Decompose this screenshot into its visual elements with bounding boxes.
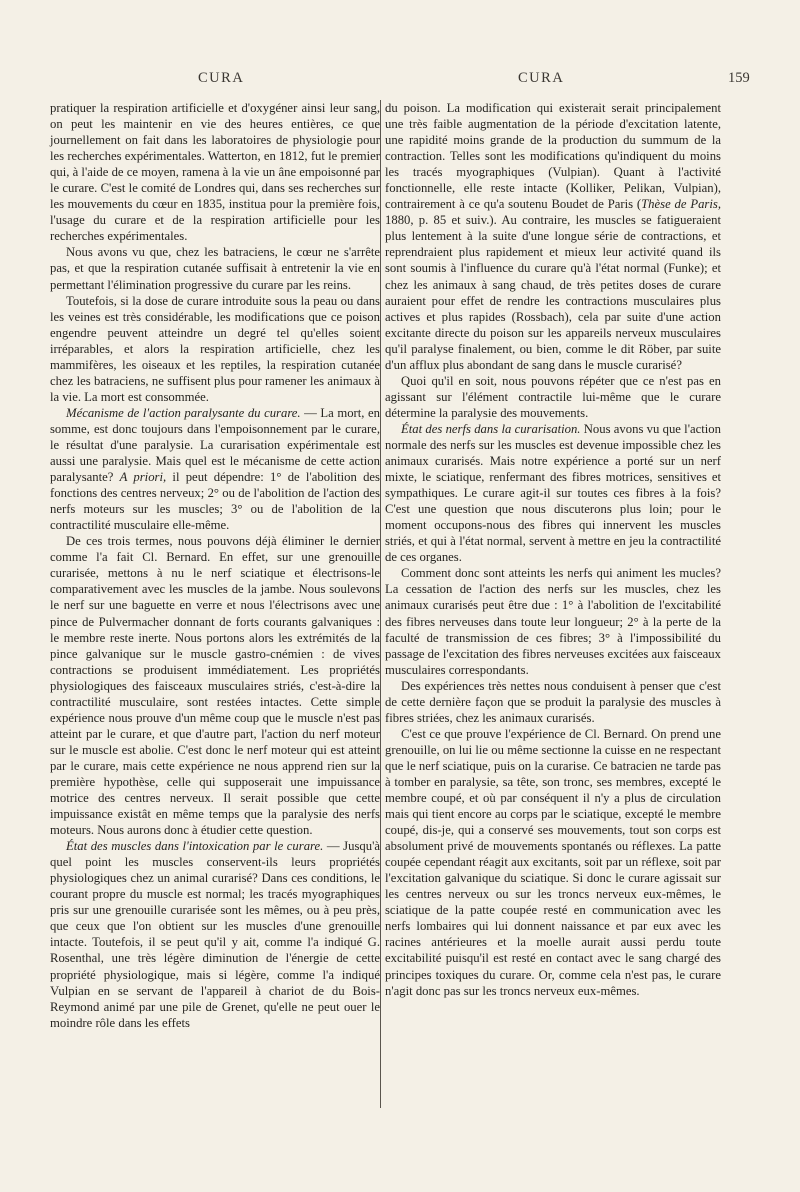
paragraph: pratiquer la respiration artificielle et d'oxygéner ainsi leur sang, on peut les maintenir en vie des heures entières, ce que journellement on fait dans les laboratoires de physiologie pour les recherches expérimentales. Watterton, en 1812, fut le premier qui, à l'aide de ce moyen, ramena à la vie un âne empoisonné par le curare. C'est le comité de Londres qui, dans ses recherches sur les mouvements du cœur en 1835, institua pour la première fois, l'usage du curare et de la respiration artificielle pour les recherches expérimentales.	[50, 101, 380, 244]
paragraph: Des expériences très nettes nous conduisent à penser que c'est de cette dernière façon que se produit la paralysie des muscles à fibres striées, chez les animaux curarisés.	[385, 678, 721, 725]
paragraph-text: il peut dépendre: 1° de l'abolition des fonctions des centres nerveux; 2° ou de l'abolition de l'action des nerfs moteurs sur les muscles; 3° ou de l'abolition de la contractilité musculaire elle-même.	[50, 470, 380, 533]
paragraph-text: — Jusqu'à quel point les muscles conservent-ils leurs propriétés physiologiques chez un animal curarisé? Dans ces conditions, le courant propre du muscle est normal; les tracés myographiques pris sur une grenouille curarisée sont les mêmes, ou à peu près, que ceux que l'on obtient sur les muscles d'une grenouille intacte. Toutefois, il se peut qu'il y ait, comme l'a indiqué G. Rosenthal, une très légère diminution de l'énergie de cette propriété physiologique, mais si légère, comme l'a indiqué Vulpian en se servant de l'appareil à chariot de du Bois-Reymond animé par une pile de Grenet, qu'elle ne peut ouer le moindre rôle dans les effets	[50, 839, 380, 1030]
section-paragraph-muscles	[50, 838, 380, 1031]
italic-phrase: A priori,	[119, 470, 167, 485]
paragraph: C'est ce que prouve l'expérience de Cl. Bernard. On prend une grenouille, on lui lie ou même sectionne la cuisse en ne respectant que le nerf sciatique, puis on la curarise. Ce batracien ne tarde pas à tomber en paralysie, sa tête, son tronc, ses membres, excepté le membre coupé, et où par conséquent il n'y a plus de circulation mais qui tient encore au corps par le sciatique, excepté le membre coupé, dis-je, qui a conservé ses mouvements, tout son corps est absolument privé de mouvements spontanés ou réflexes. La patte coupée cependant réagit aux excitants, soit par un réflexe, soit par l'excitation galvanique du sciatique. Si donc le curare agissait sur les centres nerveux ou sur les troncs nerveux eux-mêmes, le sciatique de la patte coupée resté en communication avec les nerfs lombaires qui lui donnent naissance et par eux avec les racines antérieures et la moelle aurait aussi perdu toute excitabilité puisqu'il est resté en contact avec le sang chargé des principes toxiques du curare. Or, comme cela n'est pas, le curare n'agit donc pas sur les troncs nerveux eux-mêmes.	[385, 726, 721, 998]
paragraph: Toutefois, si la dose de curare introduite sous la peau ou dans les veines est très considérable, les modifications que ce poison engendre peuvent atteindre un degré tel qu'elles soient irréparables, et alors la respiration artificielle, chez les mammifères, les oiseaux et les reptiles, la respiration cutanée chez les batraciens, ne suffisent plus pour ramener les animaux à la vie. La mort est consommée.	[50, 293, 380, 404]
column-divider	[380, 100, 381, 1108]
text-column-right	[385, 100, 721, 999]
paragraph: Quoi qu'il en soit, nous pouvons répéter que ce n'est pas en agissant sur l'élément contractile lui-même que le curare détermine la paralysie des mouvements.	[385, 373, 721, 420]
page-number: 159	[728, 70, 750, 86]
text-column-left	[50, 100, 380, 1031]
running-head-right: CURA	[518, 70, 565, 86]
paragraph-text: du poison. La modification qui existerait serait principalement une très faible augmentation de la période d'excitation latente, une rapidité moins grande de la production du summum de la contraction. Telles sont les modifications qu'indiquent du moins les tracés myographiques (Vulpian). Quant à l'activité fonctionnelle, elle reste intacte (Kolliker, Pelikan, Vulpian), contrairement à ce qu'a soutenu Boudet de Paris (	[385, 101, 721, 212]
paragraph-text: 1880, p. 85 et suiv.). Au contraire, les muscles se fatigueraient plus lentement à la suite d'une longue série de contractions, et reprendraient plus rapidement et mieux leur activité quand ils sont soumis à l'influence du curare qu'à l'état normal (Funke); et chez les animaux à sang chaud, de très petites doses de curare auraient pour effet de rendre les contractions musculaires plus actives et plus rapides (Rossbach), cela par suite d'une action excitante directe du poison sur les appareils nerveux musculaires qu'il paralyse finalement, ou bien, comme le dit Röber, par suite d'un afflux plus abondant de sang dans le muscle curarisé?	[385, 213, 721, 372]
italic-citation: Thèse de Paris,	[641, 197, 721, 212]
paragraph-text: Nous avons vu que l'action normale des nerfs sur les muscles est devenue impossible chez les animaux curarisés. Mais notre expérience a porté sur un nerf mixte, le sciatique, renfermant des fibres motrices, sensitives et sympathiques. Le curare agit-il sur toutes ces fibres à la fois? C'est une question que nous discuterons plus loin; pour le moment occupons-nous des fibres qui innervent les muscles striés, et qui à l'état normal, servent à mettre en jeu la contractilité de ces organes.	[385, 421, 721, 565]
running-head-left: CURA	[198, 70, 245, 86]
paragraph: De ces trois termes, nous pouvons déjà éliminer le dernier comme l'a fait Cl. Bernard. En effet, sur une grenouille curarisée, mettons à nu le nerf sciatique et électrisons-le comparativement avec les muscles de la jambe. Nous soulevons le nerf sur une baguette en verre et nous l'électrisons avec une pince de Pulvermacher donnant de forts courants galvaniques : le membre reste inerte. Nous portons alors les extrémités de la pince galvanique sur le muscle gastro-cnémien : de vives contractions se produisent immédiatement. Les propriétés physiologiques des faisceaux musculaires striés, c'est-à-dire la contractilité musculaire, sont restées intactes. Cette simple expérience nous prouve d'un même coup que le muscle n'est pas atteint par le curare, et que d'autre part, l'action du nerf moteur sur le muscle est abolie. C'est donc le nerf moteur qui est atteint par le curare, mais cette expérience ne nous apprend rien sur la première hypothèse, celle qui supposerait une impuissance motrice des centres nerveux. Il serait possible que cette impuissance existât en même temps que la paralysie des nerfs moteurs. Nous aurons donc à étudier cette question.	[50, 534, 380, 838]
section-heading: État des muscles dans l'intoxication par le curare.	[66, 839, 324, 854]
paragraph-text: — La mort, en somme, est donc toujours dans l'empoisonnement par le curare, le résultat d'une paralysie. La curarisation expérimentale est aussi une paralysie. Mais quel est le mécanisme de cette action paralysante?	[50, 405, 380, 485]
paragraph: Nous avons vu que, chez les batraciens, le cœur ne s'arrête pas, et que la respiration cutanée suffisait à entretenir la vie en permettant l'élimination progressive du curare par les reins.	[50, 245, 380, 292]
paragraph	[385, 100, 721, 373]
section-paragraph-nerfs	[385, 421, 721, 565]
paragraph: Comment donc sont atteints les nerfs qui animent les mucles? La cessation de l'action des nerfs sur les muscles, chez les animaux curarisés peut être due : 1° à l'abolition de l'excitabilité des fibres nerveuses dans toute leur longueur; 2° à la perte de la faculté de transmission de ces fibres; 3° à l'impossibilité du passage de l'excitation des fibres nerveuses excitées aux faisceaux musculaires correspondants.	[385, 566, 721, 677]
section-paragraph-mecanisme	[50, 405, 380, 533]
section-heading: Mécanisme de l'action paralysante du curare.	[66, 405, 301, 420]
section-heading: État des nerfs dans la curarisation.	[401, 421, 581, 436]
